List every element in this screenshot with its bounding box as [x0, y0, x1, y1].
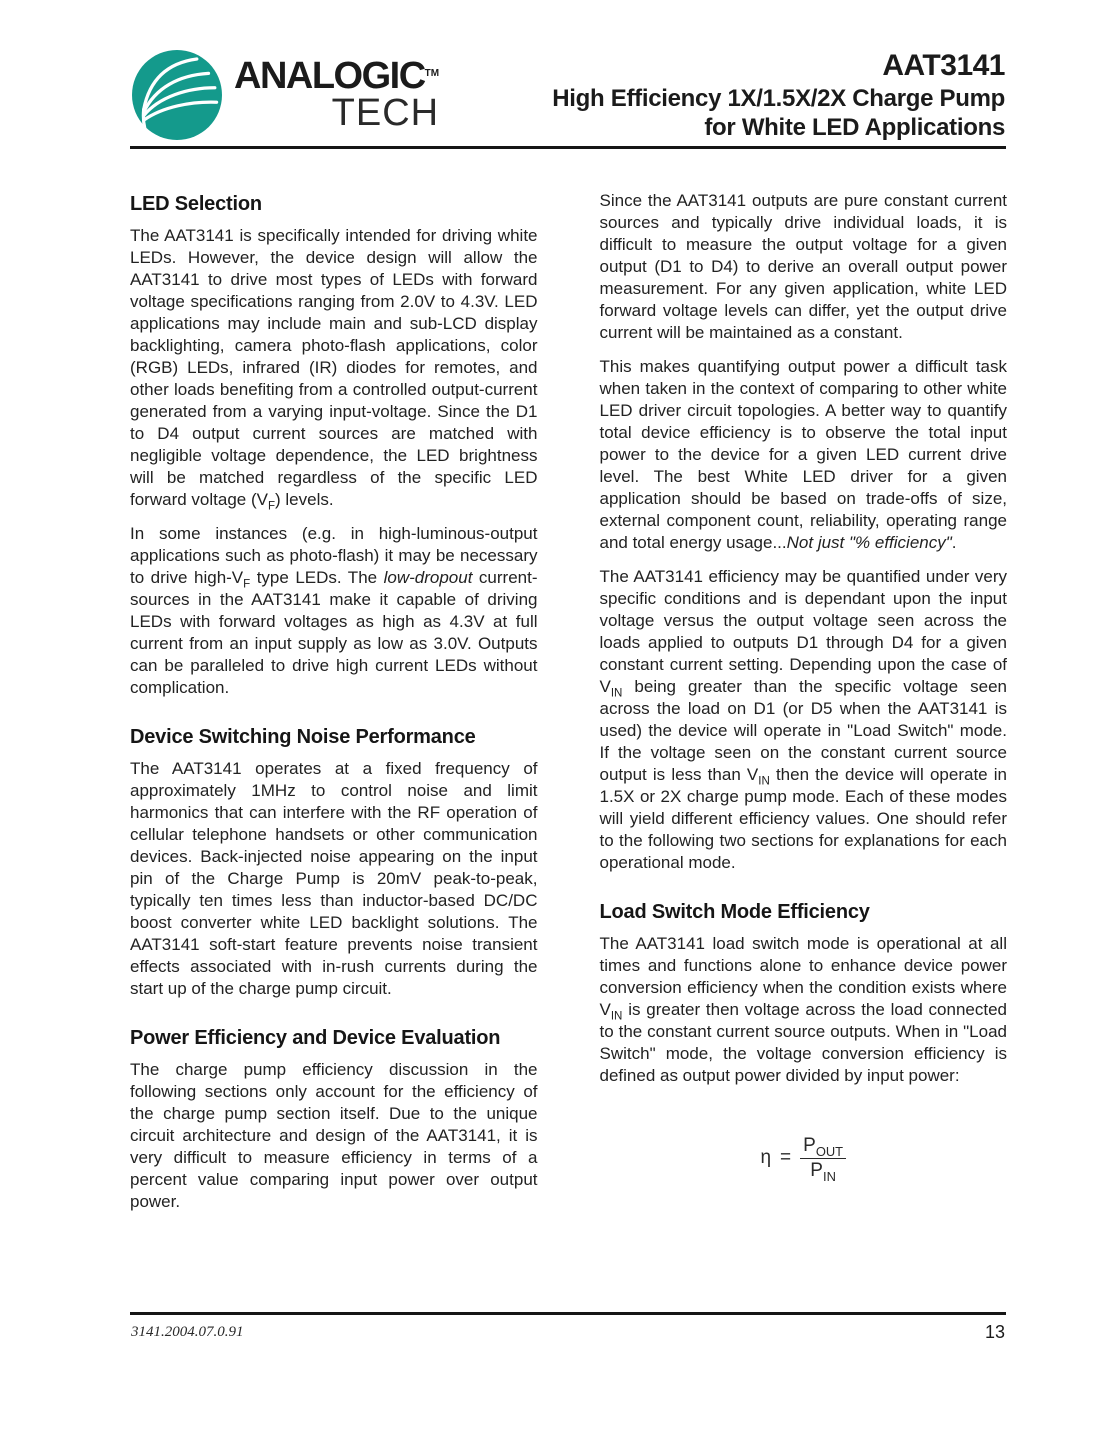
subscript-vin: IN [758, 775, 770, 788]
formula-fraction [800, 1135, 846, 1182]
text-segment: In some instances (e.g. in high-luminous-output applications such as photo-flash) it may be necessary to drive high-V [130, 524, 538, 587]
text-segment: ) levels. [275, 490, 334, 509]
efficiency-formula [600, 1135, 1008, 1182]
page-number: 13 [984, 1322, 1005, 1342]
paragraph-led-selection-2 [130, 523, 538, 699]
section-heading-switching-noise: Device Switching Noise Performance [130, 726, 476, 748]
subscript-vf: F [243, 578, 251, 591]
paragraph-switching-noise: The AAT3141 operates at a fixed frequency of approximately 1MHz to control noise and limit harmonics that can interfere with the RF operation of cellular telephone handsets or other communication devices. Back-injected noise appearing on the input pin of the Charge Pump is 20mV peak-to-peak, typically ten times less than inductor-based DC/DC boost converter white LED backlight solutions. The AAT3141 soft-start feature prevents noise transient effects associated with in-rush currents during the start up of the charge pump circuit. [130, 759, 538, 998]
section-heading-power-efficiency: Power Efficiency and Device Evaluation [130, 1027, 501, 1049]
formula-eta: η [760, 1147, 772, 1169]
paragraph-power-efficiency: The charge pump efficiency discussion in the following sections only account for the efficiency of the charge pump section itself. Due to the unique circuit architecture and design of the AAT3141, it is very difficult to measure efficiency in terms of a percent value comparing input power over output power. [130, 1060, 538, 1211]
text-segment: is greater then voltage across the load connected to the constant current source outputs. When in "Load Switch" mode, the voltage conversion efficiency is defined as output power divided by input power: [599, 1000, 1007, 1085]
trademark-symbol: TM [424, 68, 440, 79]
page-body [130, 190, 1007, 1225]
text-segment: The AAT3141 efficiency may be quantified under very specific conditions and is dependant upon the input voltage versus the output voltage seen across the loads applied to outputs D1 through D4 for a given constant current setting. Depending upon the case of V [599, 567, 1007, 696]
document-subtitle-line2: for White LED Applications [704, 114, 1005, 141]
document-title-block [552, 48, 1005, 142]
part-number: AAT3141 [882, 49, 1005, 82]
left-column [130, 190, 538, 1225]
formula-pout-base: P [803, 1135, 816, 1156]
formula-numerator [800, 1135, 846, 1159]
brand-name-top [234, 55, 440, 97]
subscript-out: OUT [815, 1143, 844, 1159]
paragraph-constant-current: Since the AAT3141 outputs are pure constant current sources and typically drive individual loads, it is difficult to measure the output voltage for a given output (D1 to D4) to derive an overall output power measurement. For any given application, white LED forward voltage levels can differ, yet the output drive current will be maintained as a constant. [599, 191, 1007, 342]
italic-low-dropout: low-dropout [383, 568, 473, 587]
paragraph-load-switch [600, 933, 1008, 1087]
text-segment: current-sources in the AAT3141 make it capable of driving LEDs with forward voltages as high as 4.3V at full current from an input supply as low as 3.0V. Outputs can be paralleled to drive high current LEDs without complication. [130, 568, 538, 697]
subscript-vin: IN [610, 1010, 623, 1023]
document-subtitle-line1: High Efficiency 1X/1.5X/2X Charge Pump [552, 85, 1005, 112]
paragraph-efficiency-conditions [600, 566, 1008, 874]
footer-revision: 3141.2004.07.0.91 [131, 1324, 244, 1340]
brand-wordmark [234, 55, 440, 134]
formula-equals: = [780, 1147, 792, 1169]
text-segment: The AAT3141 is specifically intended for driving white LEDs. However, the device design will allow the AAT3141 to drive most types of LEDs with forward voltage specifications ranging from 2.0V to 4.3V. LED applications may include main and sub-LCD display backlighting, camera photo-flash applications, color (RGB) LEDs, infrared (IR) diodes for remotes, and other loads benefiting from a controlled output-current generated from a varying input-voltage. Since the D1 to D4 output current sources are matched with negligible voltage dependence, the LED brightness will be matched regardless of the specific LED forward voltage (V [130, 226, 538, 509]
text-segment: type LEDs. The [250, 568, 384, 587]
right-column [600, 190, 1008, 1225]
footer-rule [130, 1312, 1006, 1315]
paragraph-led-selection-1 [130, 225, 538, 511]
subscript-vin: IN [610, 687, 623, 700]
formula-denominator [800, 1159, 846, 1182]
text-segment: This makes quantifying output power a difficult task when taken in the context of comparing to other white LED driver circuit topologies. A better way to quantify total device efficiency is to observe the total input power to the device for a given LED current drive level. The best White LED driver for a given application should be based on trade-offs of size, external component count, reliability, operating range and total energy usage... [599, 357, 1007, 552]
text-segment: being greater than the specific voltage seen across the load on D1 (or D5 when the AAT3141 is used) the device will operate in "Load Switch" mode. If the voltage seen on the constant current source output is less than V [599, 677, 1007, 784]
leaf-logo-icon [132, 50, 222, 140]
brand-name: ANALOGIC [234, 55, 425, 97]
formula-pin-base: P [810, 1159, 823, 1181]
paragraph-quantifying-power [600, 356, 1008, 554]
italic-not-just-efficiency: Not just "% efficiency" [786, 533, 952, 552]
brand-name-bottom: TECH [331, 92, 440, 134]
text-segment: . [951, 533, 957, 552]
subscript-in: IN [822, 1168, 836, 1184]
header-rule [130, 146, 1006, 149]
text-segment: then the device will operate in 1.5X or 2X charge pump mode. Each of these modes will yield different efficiency values. One should refer to the following two sections for explanations for each operational mode. [599, 765, 1007, 872]
section-heading-load-switch: Load Switch Mode Efficiency [599, 901, 870, 923]
text-segment: The AAT3141 load switch mode is operational at all times and functions alone to enhance device power conversion efficiency when the condition exists where V [599, 934, 1007, 1019]
brand-logo [132, 50, 439, 140]
subscript-vf: F [267, 500, 276, 513]
section-heading-led-selection: LED Selection [130, 193, 262, 215]
